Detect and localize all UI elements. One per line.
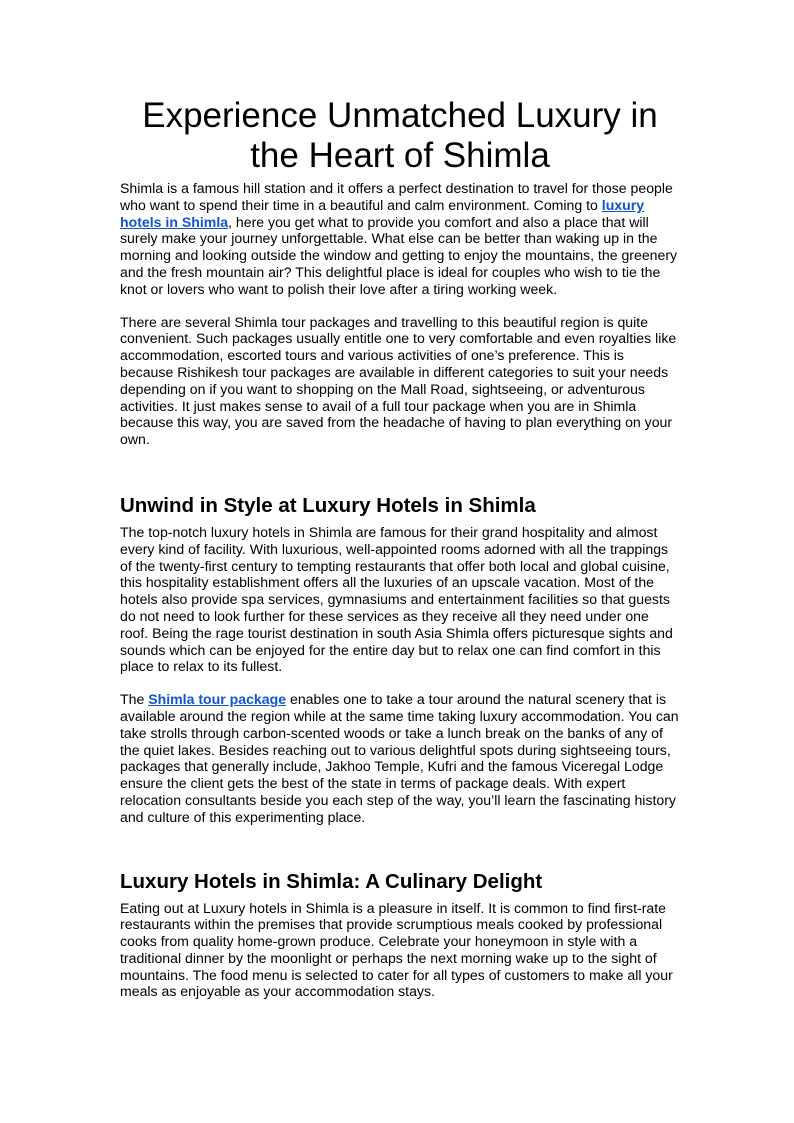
page-title bbox=[120, 96, 680, 176]
section1-paragraph-1: The top-notch luxury hotels in Shimla are famous for their grand hospitality and almost every kind of facility. With luxurious, well-appointed rooms adorned with all the trappings of the twenty-first century to tempting restaurants that offer both local and global cuisine, this hospitality establishment offers all the luxuries of an upscale vacation. Most of the hotels also provide spa services, gymnasiums and entertainment facilities so that guests do not need to look further for these services as they receive all they need under one roof. Being the rage tourist destination in south Asia Shimla offers picturesque sights and sounds which can be enjoyed for the entire day but to relax one can find comfort in this place to relax to its fullest. bbox=[120, 523, 673, 675]
section2-paragraph-1: Eating out at Luxury hotels in Shimla is a pleasure in itself. It is common to find first-rate restaurants within the premises that provide scrumptious meals cooked by professional cooks from quality home-grown produce. Celebrate your honeymoon in style with a traditional dinner by the moonlight or perhaps the next morning wake up to the sight of mountains. The food menu is selected to cater for all types of customers to make all your meals as enjoyable as your accommodation stays. bbox=[120, 899, 673, 1000]
section-heading-unwind: Unwind in Style at Luxury Hotels in Shimla bbox=[120, 493, 536, 517]
section1-paragraph-2 bbox=[120, 691, 680, 825]
section-heading-culinary: Luxury Hotels in Shimla: A Culinary Delight bbox=[120, 869, 543, 893]
shimla-tour-package-link[interactable]: Shimla tour package bbox=[148, 691, 287, 708]
intro-p1-text-end: , here you get what to provide you comfort and also a place that will surely make your journey unforgettable. What else can be better than waking up in the morning and looking outside the window and getting to enjoy the mountains, the greenery and the fresh mountain air? This delightful place is ideal for couples who wish to tie the knot or lovers who want to polish their love after a tiring working week. bbox=[120, 213, 678, 297]
section1-p2-text-end: enables one to take a tour around the natural scenery that is available around the region while at the same time taking luxury accommodation. You can take strolls through carbon-scented woods or take a lunch break on the banks of any of the quiet lakes. Besides reaching out to various delightful spots during sightseeing tours, packages that generally include, Jakhoo Temple, Kufri and the famous Viceregal Lodge ensure the client gets the best of the state in terms of package deals. With expert relocation consultants beside you each step of the way, you’ll learn the fascinating history and culture of this experimenting place. bbox=[120, 691, 679, 825]
page-title-line-1: Experience Unmatched Luxury in bbox=[142, 96, 658, 135]
page-title-line-2: the Heart of Shimla bbox=[250, 136, 550, 175]
intro-paragraph-2: There are several Shimla tour packages and travelling to this beautiful region is quite convenient. Such packages usually entitle one to very comfortable and even royalties like accommodation, escorted tours and various activities of one’s preference. This is because Rishikesh tour packages are available in different categories to suit your needs depending on if you want to shopping on the Mall Road, sightseeing, or adventurous activities. It just makes sense to avail of a full tour package when you are in Shimla because this way, you are saved from the headache of having to plan everything on your own. bbox=[120, 313, 677, 448]
section1-p2-text-start: The bbox=[120, 691, 149, 708]
luxury-hotels-link[interactable]: luxury hotels in Shimla bbox=[120, 196, 645, 230]
intro-paragraph-1 bbox=[120, 180, 680, 298]
intro-p1-text-start: Shimla is a famous hill station and it offers a perfect destination to travel for those people who want to spend their time in a beautiful and calm environment. Coming to bbox=[120, 180, 673, 213]
document-page bbox=[120, 96, 680, 1000]
